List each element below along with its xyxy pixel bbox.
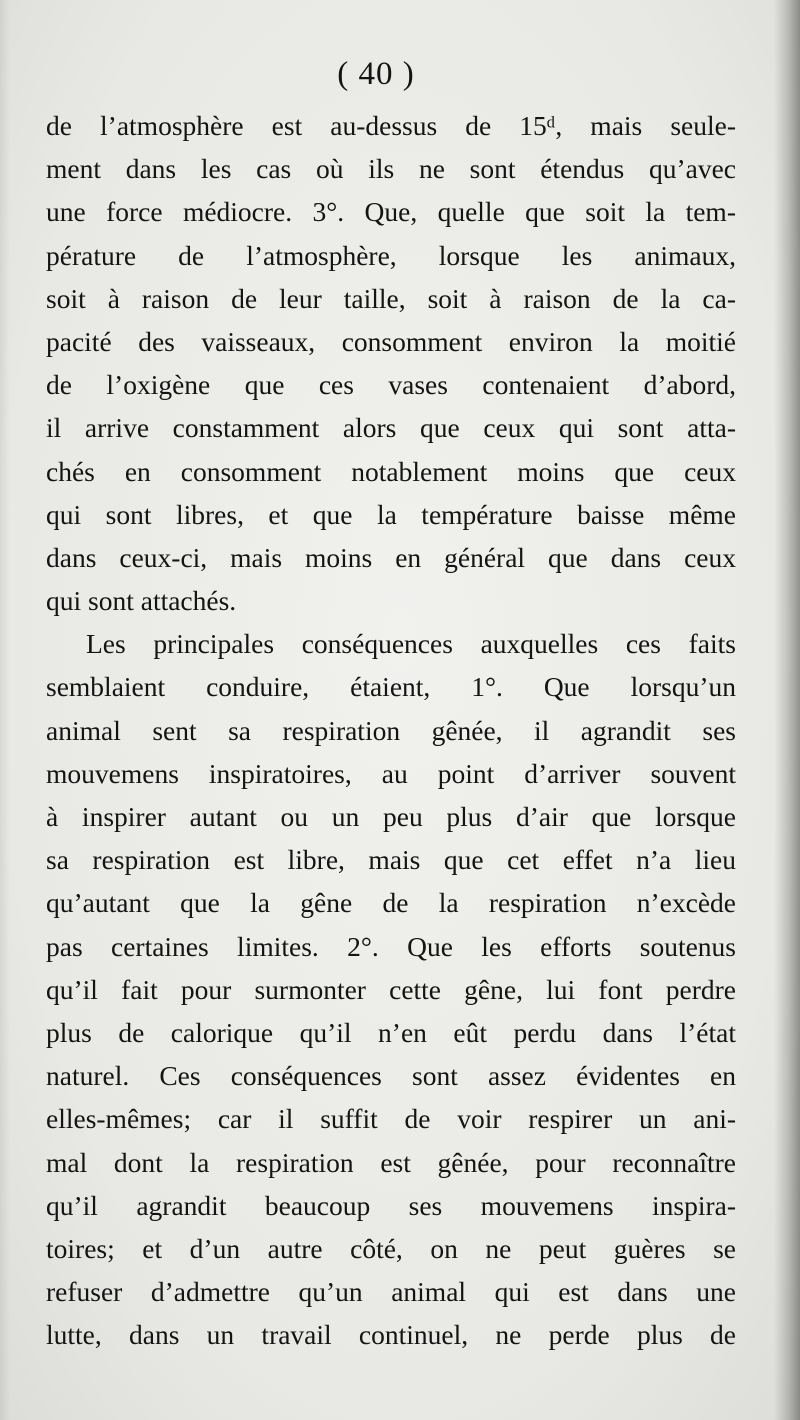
text-line: qui sont libres, et que la température baisse même — [46, 498, 736, 530]
text-line: pas certaines limites. 2°. Que les efforts soutenus — [46, 930, 736, 962]
text-line: de l’oxigène que ces vases contenaient d’abord, — [46, 369, 736, 401]
text-line: dans ceux-ci, mais moins en général que dans ceux — [46, 541, 736, 573]
text-line: qui sont attachés. — [46, 585, 237, 617]
text-line: animal sent sa respiration gênée, il agrandit ses — [46, 714, 736, 746]
text-line: il arrive constamment alors que ceux qui sont atta- — [46, 412, 736, 444]
page-binding-shadow — [774, 0, 800, 1420]
text-line: pérature de l’atmosphère, lorsque les animaux, — [46, 239, 736, 271]
text-line: sa respiration est libre, mais que cet effet n’a lieu — [46, 844, 736, 876]
page-left-shade — [0, 0, 10, 1420]
text-line: lutte, dans un travail continuel, ne perde plus de — [46, 1319, 736, 1351]
text-line: elles-mêmes; car il suffit de voir respirer un ani- — [46, 1103, 736, 1135]
text-line: qu’autant que la gêne de la respiration n’excède — [46, 887, 736, 919]
text-line: naturel. Ces conséquences sont assez évidentes en — [46, 1060, 736, 1092]
text-line: à inspirer autant ou un peu plus d’air que lorsque — [46, 801, 736, 832]
page-number: ( 40 ) — [337, 56, 415, 92]
text-line: toires; et d’un autre côté, on ne peut guères se — [46, 1232, 736, 1264]
text-line: qu’il agrandit beaucoup ses mouvemens inspira- — [46, 1189, 736, 1221]
body-text — [46, 104, 736, 1356]
text-line: qu’il fait pour surmonter cette gêne, lui font perdre — [46, 973, 736, 1005]
text-line: mal dont la respiration est gênée, pour reconnaître — [46, 1146, 736, 1178]
text-line: chés en consomment notablement moins que ceux — [46, 455, 736, 487]
text-line: refuser d’admettre qu’un animal qui est dans une — [46, 1276, 736, 1308]
text-line: mouvemens inspiratoires, au point d’arriver souvent — [46, 757, 736, 789]
text-line: semblaient conduire, étaient, 1°. Que lorsqu’un — [46, 671, 736, 703]
text-line: ment dans les cas où ils ne sont étendus qu’avec — [46, 153, 736, 185]
text-line: Les principales conséquences auxquelles ces faits — [86, 628, 736, 660]
text-line: soit à raison de leur taille, soit à raison de la ca- — [46, 282, 736, 314]
text-line: de l’atmosphère est au-dessus de 15ᵈ, mais seule- — [46, 110, 736, 141]
text-line: pacité des vaisseaux, consomment environ la moitié — [46, 325, 736, 357]
text-line: plus de calorique qu’il n’en eût perdu dans l’état — [46, 1016, 736, 1048]
text-line: une force médiocre. 3°. Que, quelle que soit la tem- — [46, 196, 736, 228]
